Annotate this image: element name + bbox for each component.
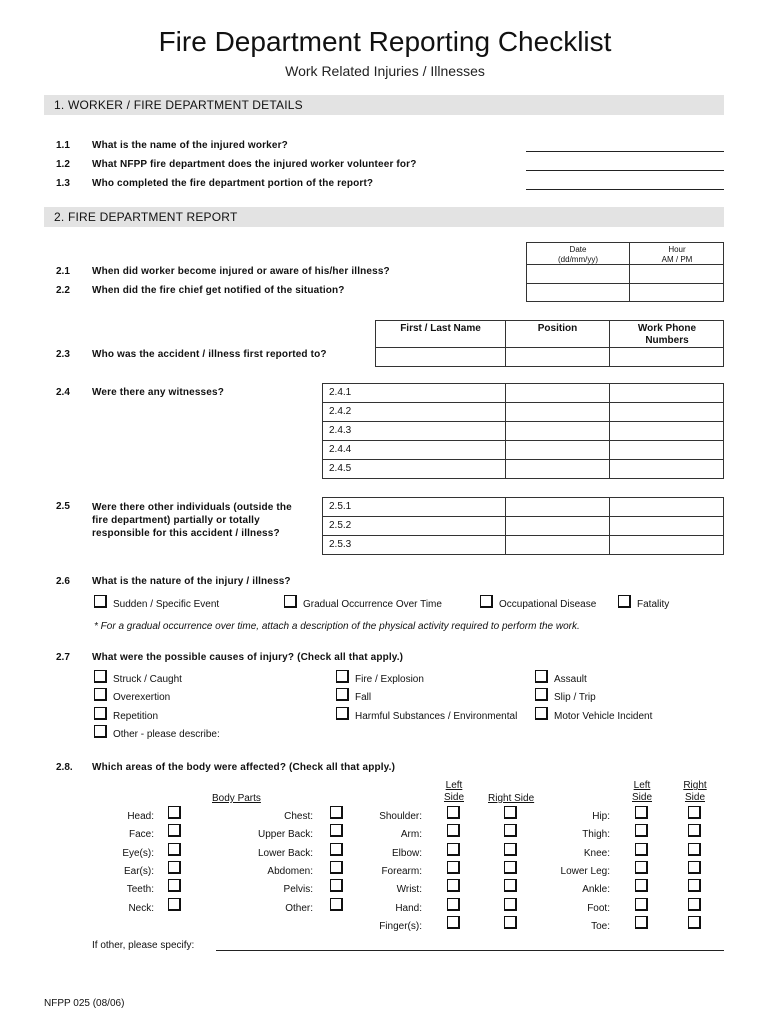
elbow-right-checkbox[interactable] [504, 843, 517, 856]
fire-department-field[interactable] [526, 170, 724, 171]
right-side-header-2-line-1: Right [683, 780, 707, 791]
right-side-header-2 [681, 780, 709, 804]
foot-left-checkbox[interactable] [635, 898, 648, 911]
position-header: Position [537, 323, 578, 334]
injury-hour-cell[interactable] [630, 265, 724, 284]
gradual-occurrence-checkbox[interactable] [284, 595, 297, 608]
witness-position-cell[interactable] [506, 460, 610, 479]
left-side-header-line-2: Side [443, 792, 464, 803]
lower-back-label: Lower Back: [257, 848, 313, 859]
witness-number: 2.4.5 [329, 463, 352, 474]
left-side-header-line-1: Left [445, 780, 463, 791]
left-side-header-2 [628, 780, 656, 804]
other-position-cell[interactable] [506, 517, 610, 536]
other-phone-cell[interactable] [610, 536, 724, 555]
section-1-title: 1. WORKER / FIRE DEPARTMENT DETAILS [54, 98, 303, 112]
wrist-right-checkbox[interactable] [504, 879, 517, 892]
witness-phone-cell[interactable] [610, 403, 724, 422]
eyes-label: Eye(s): [122, 848, 154, 859]
q1-1-number: 1.1 [56, 140, 70, 151]
struck-caught-checkbox[interactable] [94, 670, 107, 683]
completed-by-field[interactable] [526, 189, 724, 190]
q2-8-number: 2.8. [56, 762, 73, 773]
foot-label: Foot: [587, 903, 610, 914]
q2-8-text: Which areas of the body were affected? (Check all that apply.) [92, 762, 396, 773]
fatality-label: Fatality [637, 599, 670, 610]
body-parts-header: Body Parts [212, 793, 261, 804]
hour-format: AM / PM [661, 255, 693, 264]
upper-back-label: Upper Back: [257, 829, 313, 840]
notified-date-cell[interactable] [527, 284, 630, 302]
ears-checkbox[interactable] [168, 861, 181, 874]
q2-5-text [92, 501, 292, 540]
hip-right-checkbox[interactable] [688, 806, 701, 819]
q2-1-number: 2.1 [56, 266, 70, 277]
assault-label: Assault [554, 674, 587, 685]
left-side-header [440, 780, 468, 804]
toe-right-checkbox[interactable] [688, 916, 701, 929]
reported-position-cell[interactable] [506, 348, 610, 367]
other-body-label: Other: [285, 903, 313, 914]
hand-left-checkbox[interactable] [447, 898, 460, 911]
witness-row[interactable] [323, 460, 506, 479]
q2-5-line-1: Were there other individuals (outside the [92, 502, 292, 513]
section-2-title: 2. FIRE DEPARTMENT REPORT [54, 210, 238, 224]
hand-label: Hand: [395, 903, 422, 914]
name-col-header [376, 321, 506, 348]
sudden-event-label: Sudden / Specific Event [113, 599, 220, 610]
toe-label: Toe: [591, 921, 610, 932]
notified-hour-cell[interactable] [630, 284, 724, 302]
wrist-left-checkbox[interactable] [447, 879, 460, 892]
repetition-checkbox[interactable] [94, 707, 107, 720]
witness-number: 2.4.1 [329, 387, 352, 398]
q2-2-text: When did the fire chief get notified of the situation? [92, 285, 345, 296]
witness-position-cell[interactable] [506, 384, 610, 403]
other-row[interactable] [323, 517, 506, 536]
other-cause-checkbox[interactable] [94, 725, 107, 738]
q1-2-number: 1.2 [56, 159, 70, 170]
q2-2-number: 2.2 [56, 285, 70, 296]
injury-date-cell[interactable] [527, 265, 630, 284]
forearm-label: Forearm: [381, 866, 422, 877]
hip-label: Hip: [592, 811, 610, 822]
q2-6-number: 2.6 [56, 576, 70, 587]
q2-4-number: 2.4 [56, 387, 70, 398]
slip-trip-label: Slip / Trip [554, 692, 596, 703]
fall-checkbox[interactable] [336, 688, 349, 701]
ankle-label: Ankle: [582, 884, 610, 895]
left-side-header-2-line-2: Side [631, 792, 652, 803]
overexertion-label: Overexertion [113, 692, 171, 703]
q2-7-text: What were the possible causes of injury? (Check all that apply.) [92, 652, 404, 663]
harmful-substances-label: Harmful Substances / Environmental [355, 711, 518, 722]
ankle-right-checkbox[interactable] [688, 879, 701, 892]
q2-6-text: What is the nature of the injury / illness? [92, 576, 291, 587]
upper-back-checkbox[interactable] [330, 824, 343, 837]
thigh-label: Thigh: [582, 829, 610, 840]
witness-phone-cell[interactable] [610, 460, 724, 479]
forearm-right-checkbox[interactable] [504, 861, 517, 874]
abdomen-checkbox[interactable] [330, 861, 343, 874]
shoulder-right-checkbox[interactable] [504, 806, 517, 819]
right-side-header: Right Side [488, 793, 535, 804]
neck-checkbox[interactable] [168, 898, 181, 911]
thigh-right-checkbox[interactable] [688, 824, 701, 837]
q1-1-text: What is the name of the injured worker? [92, 140, 288, 151]
neck-label: Neck: [128, 903, 154, 914]
other-row[interactable] [323, 536, 506, 555]
face-checkbox[interactable] [168, 824, 181, 837]
overexertion-checkbox[interactable] [94, 688, 107, 701]
arm-label: Arm: [400, 829, 422, 840]
pelvis-label: Pelvis: [283, 884, 313, 895]
knee-right-checkbox[interactable] [688, 843, 701, 856]
q1-3-number: 1.3 [56, 178, 70, 189]
wrist-label: Wrist: [396, 884, 422, 895]
form-subtitle: Work Related Injuries / Illnesses [285, 63, 485, 79]
elbow-label: Elbow: [391, 848, 422, 859]
motor-vehicle-checkbox[interactable] [535, 707, 548, 720]
witness-position-cell[interactable] [506, 441, 610, 460]
pelvis-checkbox[interactable] [330, 879, 343, 892]
form-title: Fire Department Reporting Checklist [158, 26, 612, 57]
knee-label: Knee: [583, 848, 610, 859]
lower-back-checkbox[interactable] [330, 843, 343, 856]
fingers-left-checkbox[interactable] [447, 916, 460, 929]
arm-right-checkbox[interactable] [504, 824, 517, 837]
arm-left-checkbox[interactable] [447, 824, 460, 837]
other-number: 2.5.3 [329, 539, 352, 550]
head-label: Head: [127, 811, 154, 822]
face-label: Face: [128, 829, 154, 840]
q2-5-line-2: fire department) partially or totally [92, 515, 260, 526]
lower-leg-left-checkbox[interactable] [635, 861, 648, 874]
first-last-name-header: First / Last Name [400, 323, 481, 334]
fall-label: Fall [355, 692, 372, 703]
left-side-header-2-line-1: Left [633, 780, 651, 791]
other-specify-field[interactable] [216, 950, 724, 951]
chest-checkbox[interactable] [330, 806, 343, 819]
shoulder-label: Shoulder: [379, 811, 422, 822]
harmful-substances-checkbox[interactable] [336, 707, 349, 720]
abdomen-label: Abdomen: [267, 866, 313, 877]
q1-2-text: What NFPP fire department does the injured worker volunteer for? [92, 159, 417, 170]
reported-to-table [375, 320, 724, 367]
gradual-occurrence-label: Gradual Occurrence Over Time [303, 599, 442, 610]
hand-right-checkbox[interactable] [504, 898, 517, 911]
eyes-checkbox[interactable] [168, 843, 181, 856]
fatality-checkbox[interactable] [618, 595, 631, 608]
phone-col-header [610, 321, 724, 348]
head-checkbox[interactable] [168, 806, 181, 819]
date-hour-table [526, 242, 724, 302]
witness-number: 2.4.2 [329, 406, 352, 417]
lower-leg-label: Lower Leg: [560, 866, 610, 877]
witness-row[interactable] [323, 384, 506, 403]
q2-4-text: Were there any witnesses? [92, 387, 224, 398]
work-phone-header: Work Phone [637, 323, 697, 334]
ankle-left-checkbox[interactable] [635, 879, 648, 892]
thigh-left-checkbox[interactable] [635, 824, 648, 837]
injured-worker-name-field[interactable] [526, 151, 724, 152]
hour-header-cell [630, 243, 724, 265]
teeth-label: Teeth: [126, 884, 154, 895]
elbow-left-checkbox[interactable] [447, 843, 460, 856]
witness-row[interactable] [323, 403, 506, 422]
q2-7-number: 2.7 [56, 652, 70, 663]
other-number: 2.5.2 [329, 520, 352, 531]
fire-explosion-label: Fire / Explosion [355, 674, 424, 685]
ears-label: Ear(s): [124, 866, 154, 877]
position-col-header [506, 321, 610, 348]
other-row[interactable] [323, 498, 506, 517]
q1-3-text: Who completed the fire department portion of the report? [92, 178, 374, 189]
forearm-left-checkbox[interactable] [447, 861, 460, 874]
teeth-checkbox[interactable] [168, 879, 181, 892]
occupational-disease-label: Occupational Disease [499, 599, 597, 610]
other-number: 2.5.1 [329, 501, 352, 512]
foot-right-checkbox[interactable] [688, 898, 701, 911]
witnesses-table [322, 383, 724, 479]
q2-3-text: Who was the accident / illness first reported to? [92, 349, 327, 360]
witness-number: 2.4.3 [329, 425, 352, 436]
others-table [322, 497, 724, 555]
motor-vehicle-label: Motor Vehicle Incident [554, 711, 653, 722]
sudden-event-checkbox[interactable] [94, 595, 107, 608]
other-phone-cell[interactable] [610, 498, 724, 517]
chest-label: Chest: [284, 811, 313, 822]
witness-phone-cell[interactable] [610, 441, 724, 460]
q2-5-number: 2.5 [56, 501, 70, 512]
reported-name-cell[interactable] [376, 348, 506, 367]
numbers-header: Numbers [645, 335, 689, 346]
other-cause-label: Other - please describe: [113, 729, 220, 740]
date-format: (dd/mm/yy) [558, 255, 598, 264]
witness-row[interactable] [323, 441, 506, 460]
other-specify-label: If other, please specify: [92, 940, 195, 951]
gradual-occurrence-note: * For a gradual occurrence over time, attach a description of the physical activity required to perform the work. [94, 621, 580, 632]
section-1-header [44, 95, 724, 115]
repetition-label: Repetition [113, 711, 159, 722]
witness-number: 2.4.4 [329, 444, 352, 455]
fingers-right-checkbox[interactable] [504, 916, 517, 929]
q2-5-line-3: responsible for this accident / illness? [92, 528, 280, 539]
q2-1-text: When did worker become injured or aware of his/her illness? [92, 266, 390, 277]
right-side-header-2-line-2: Side [684, 792, 705, 803]
section-2-header [44, 207, 724, 227]
struck-caught-label: Struck / Caught [113, 674, 182, 685]
shoulder-left-checkbox[interactable] [447, 806, 460, 819]
knee-left-checkbox[interactable] [635, 843, 648, 856]
assault-checkbox[interactable] [535, 670, 548, 683]
fire-explosion-checkbox[interactable] [336, 670, 349, 683]
slip-trip-checkbox[interactable] [535, 688, 548, 701]
other-body-checkbox[interactable] [330, 898, 343, 911]
date-header-cell [527, 243, 630, 265]
other-position-cell[interactable] [506, 536, 610, 555]
form-code: NFPP 025 (08/06) [44, 998, 125, 1009]
q2-3-number: 2.3 [56, 349, 70, 360]
other-position-cell[interactable] [506, 498, 610, 517]
lower-leg-right-checkbox[interactable] [688, 861, 701, 874]
witness-position-cell[interactable] [506, 403, 610, 422]
witness-phone-cell[interactable] [610, 422, 724, 441]
witness-row[interactable] [323, 422, 506, 441]
other-phone-cell[interactable] [610, 517, 724, 536]
witness-phone-cell[interactable] [610, 384, 724, 403]
date-header: Date [569, 245, 587, 254]
witness-position-cell[interactable] [506, 422, 610, 441]
occupational-disease-checkbox[interactable] [480, 595, 493, 608]
fingers-label: Finger(s): [379, 921, 422, 932]
toe-left-checkbox[interactable] [635, 916, 648, 929]
hip-left-checkbox[interactable] [635, 806, 648, 819]
reported-phone-cell[interactable] [610, 348, 724, 367]
hour-header: Hour [668, 245, 686, 254]
